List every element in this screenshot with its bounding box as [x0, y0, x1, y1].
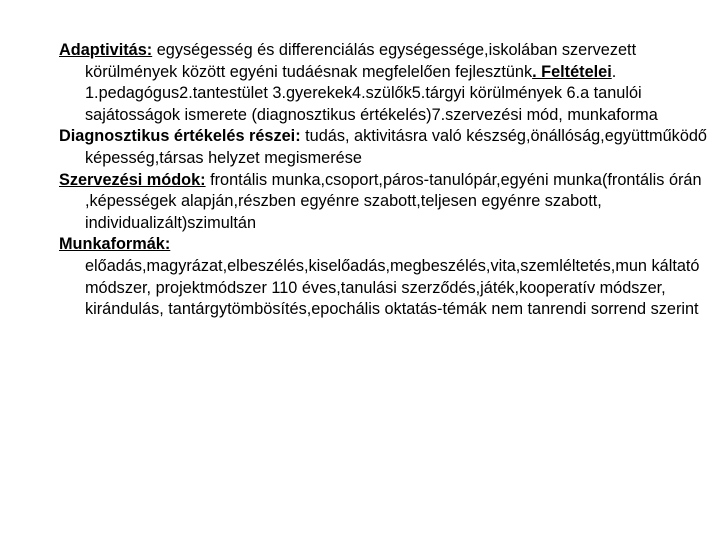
term-adaptivitas: Adaptivitás: [59, 41, 153, 59]
list-feltetelei: . 1.pedagógus2.tantestület 3.gyerekek4.szülők5.tárgyi körülmények 6.a tanulói sajátosságok ismerete (diagnosztikus értékelés)7.szervezési mód, munkaforma [85, 62, 658, 124]
paragraph-diagnosztikus [59, 126, 719, 169]
paragraph-szervezesi-modok [59, 170, 719, 235]
term-szervezesi-modok: Szervezési módok: [59, 170, 206, 189]
definition-diagnosztikus-ertekeles: tudás, aktivitásra való készség,önállóság,együttműködő képesség,társas helyzet megismerése [85, 127, 707, 167]
paragraph-adaptivitas [59, 40, 719, 126]
slide-text-body [59, 40, 719, 321]
definition-munkaformak: előadás,magyrázat,elbeszélés,kiselőadás,megbeszélés,vita,szemléltetés,mun káltató módszer, projektmódszer 110 éves,tanulási szerződés,játék,kooperatív módszer, kirándulás, tantárgytömbösítés,epochális oktatás-témák nem tanrendi sorrend szerint [85, 256, 700, 319]
definition-adaptivitas: egységesség és differenciálás egységessége,iskolában szervezett körülmények között egyéni tudáésnak megfelelően fejlesztünk [85, 41, 637, 81]
definition-szervezesi-modok: frontális munka,csoport,páros-tanulópár,egyéni munka(frontális órán ,képességek alapján,részben egyénre szabott,teljesen egyénre szabott, individualizált)szimultán [85, 170, 702, 232]
paragraph-munkaformak [59, 234, 719, 320]
term-munkaformak: Munkaformák: [59, 235, 171, 254]
term-diagnosztikus-ertekeles: Diagnosztikus értékelés részei: [59, 127, 301, 146]
term-feltetelei: . Feltételei [532, 62, 612, 81]
